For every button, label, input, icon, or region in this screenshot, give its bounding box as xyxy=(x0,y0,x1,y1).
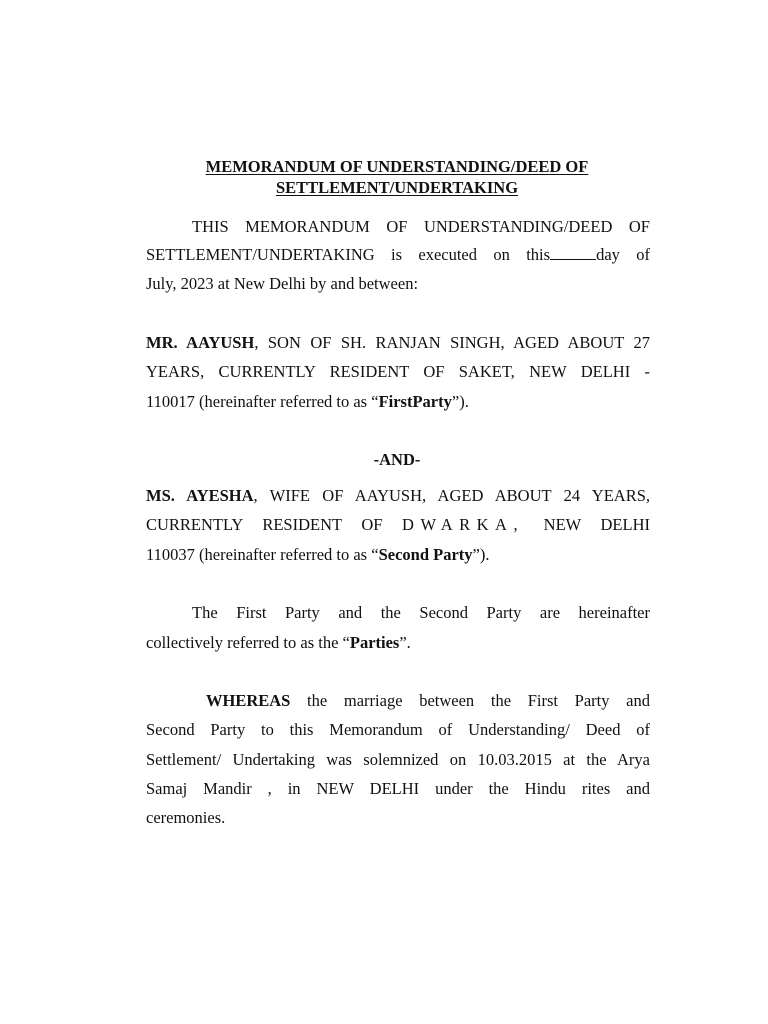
intro-line-2: SETTLEMENT/UNDERTAKING is executed on this day of xyxy=(146,245,650,264)
whereas-line-4: Samaj Mandir , in NEW DELHI under the Hindu rites and xyxy=(146,779,650,798)
second-party-line-3: 110037 (hereinafter referred to as “Second Party”). xyxy=(146,545,490,564)
document-title xyxy=(146,156,648,198)
parties-line-1: The First Party and the Second Party are hereinafter xyxy=(192,603,650,622)
first-party-line-1: MR. AAYUSH, SON OF SH. RANJAN SINGH, AGED ABOUT 27 xyxy=(146,333,650,352)
second-party-line-1: MS. AYESHA, WIFE OF AAYUSH, AGED ABOUT 24 YEARS, xyxy=(146,486,651,505)
first-party-line-2: YEARS, CURRENTLY RESIDENT OF SAKET, NEW DELHI - xyxy=(146,362,650,381)
intro-line-3: July, 2023 at New Delhi by and between: xyxy=(146,274,419,293)
title-line-2: SETTLEMENT/UNDERTAKING xyxy=(275,178,519,197)
first-party-name: MR. AAYUSH xyxy=(146,333,255,352)
and-separator: -AND- xyxy=(373,450,421,469)
intro-line-1: THIS MEMORANDUM OF UNDERSTANDING/DEED OF xyxy=(192,217,650,236)
whereas-line-2: Second Party to this Memorandum of Understanding/ Deed of xyxy=(146,720,650,739)
whereas-keyword: WHEREAS xyxy=(206,691,291,710)
second-party-name: MS. AYESHA xyxy=(146,486,254,505)
first-party-line-3: 110017 (hereinafter referred to as “FirstParty”). xyxy=(146,392,469,411)
parties-line-2: collectively referred to as the “Parties”. xyxy=(146,633,411,652)
blank-day-field xyxy=(550,245,596,260)
whereas-line-3: Settlement/ Undertaking was solemnized on 10.03.2015 at the Arya xyxy=(146,750,650,769)
title-line-1: MEMORANDUM OF UNDERSTANDING/DEED OF xyxy=(205,157,589,176)
whereas-line-5: ceremonies. xyxy=(146,808,226,827)
second-party-line-2: CURRENTLY RESIDENT OF DWARKA, NEW DELHI xyxy=(146,515,650,534)
whereas-line-1: WHEREAS the marriage between the First Party and xyxy=(206,691,650,710)
